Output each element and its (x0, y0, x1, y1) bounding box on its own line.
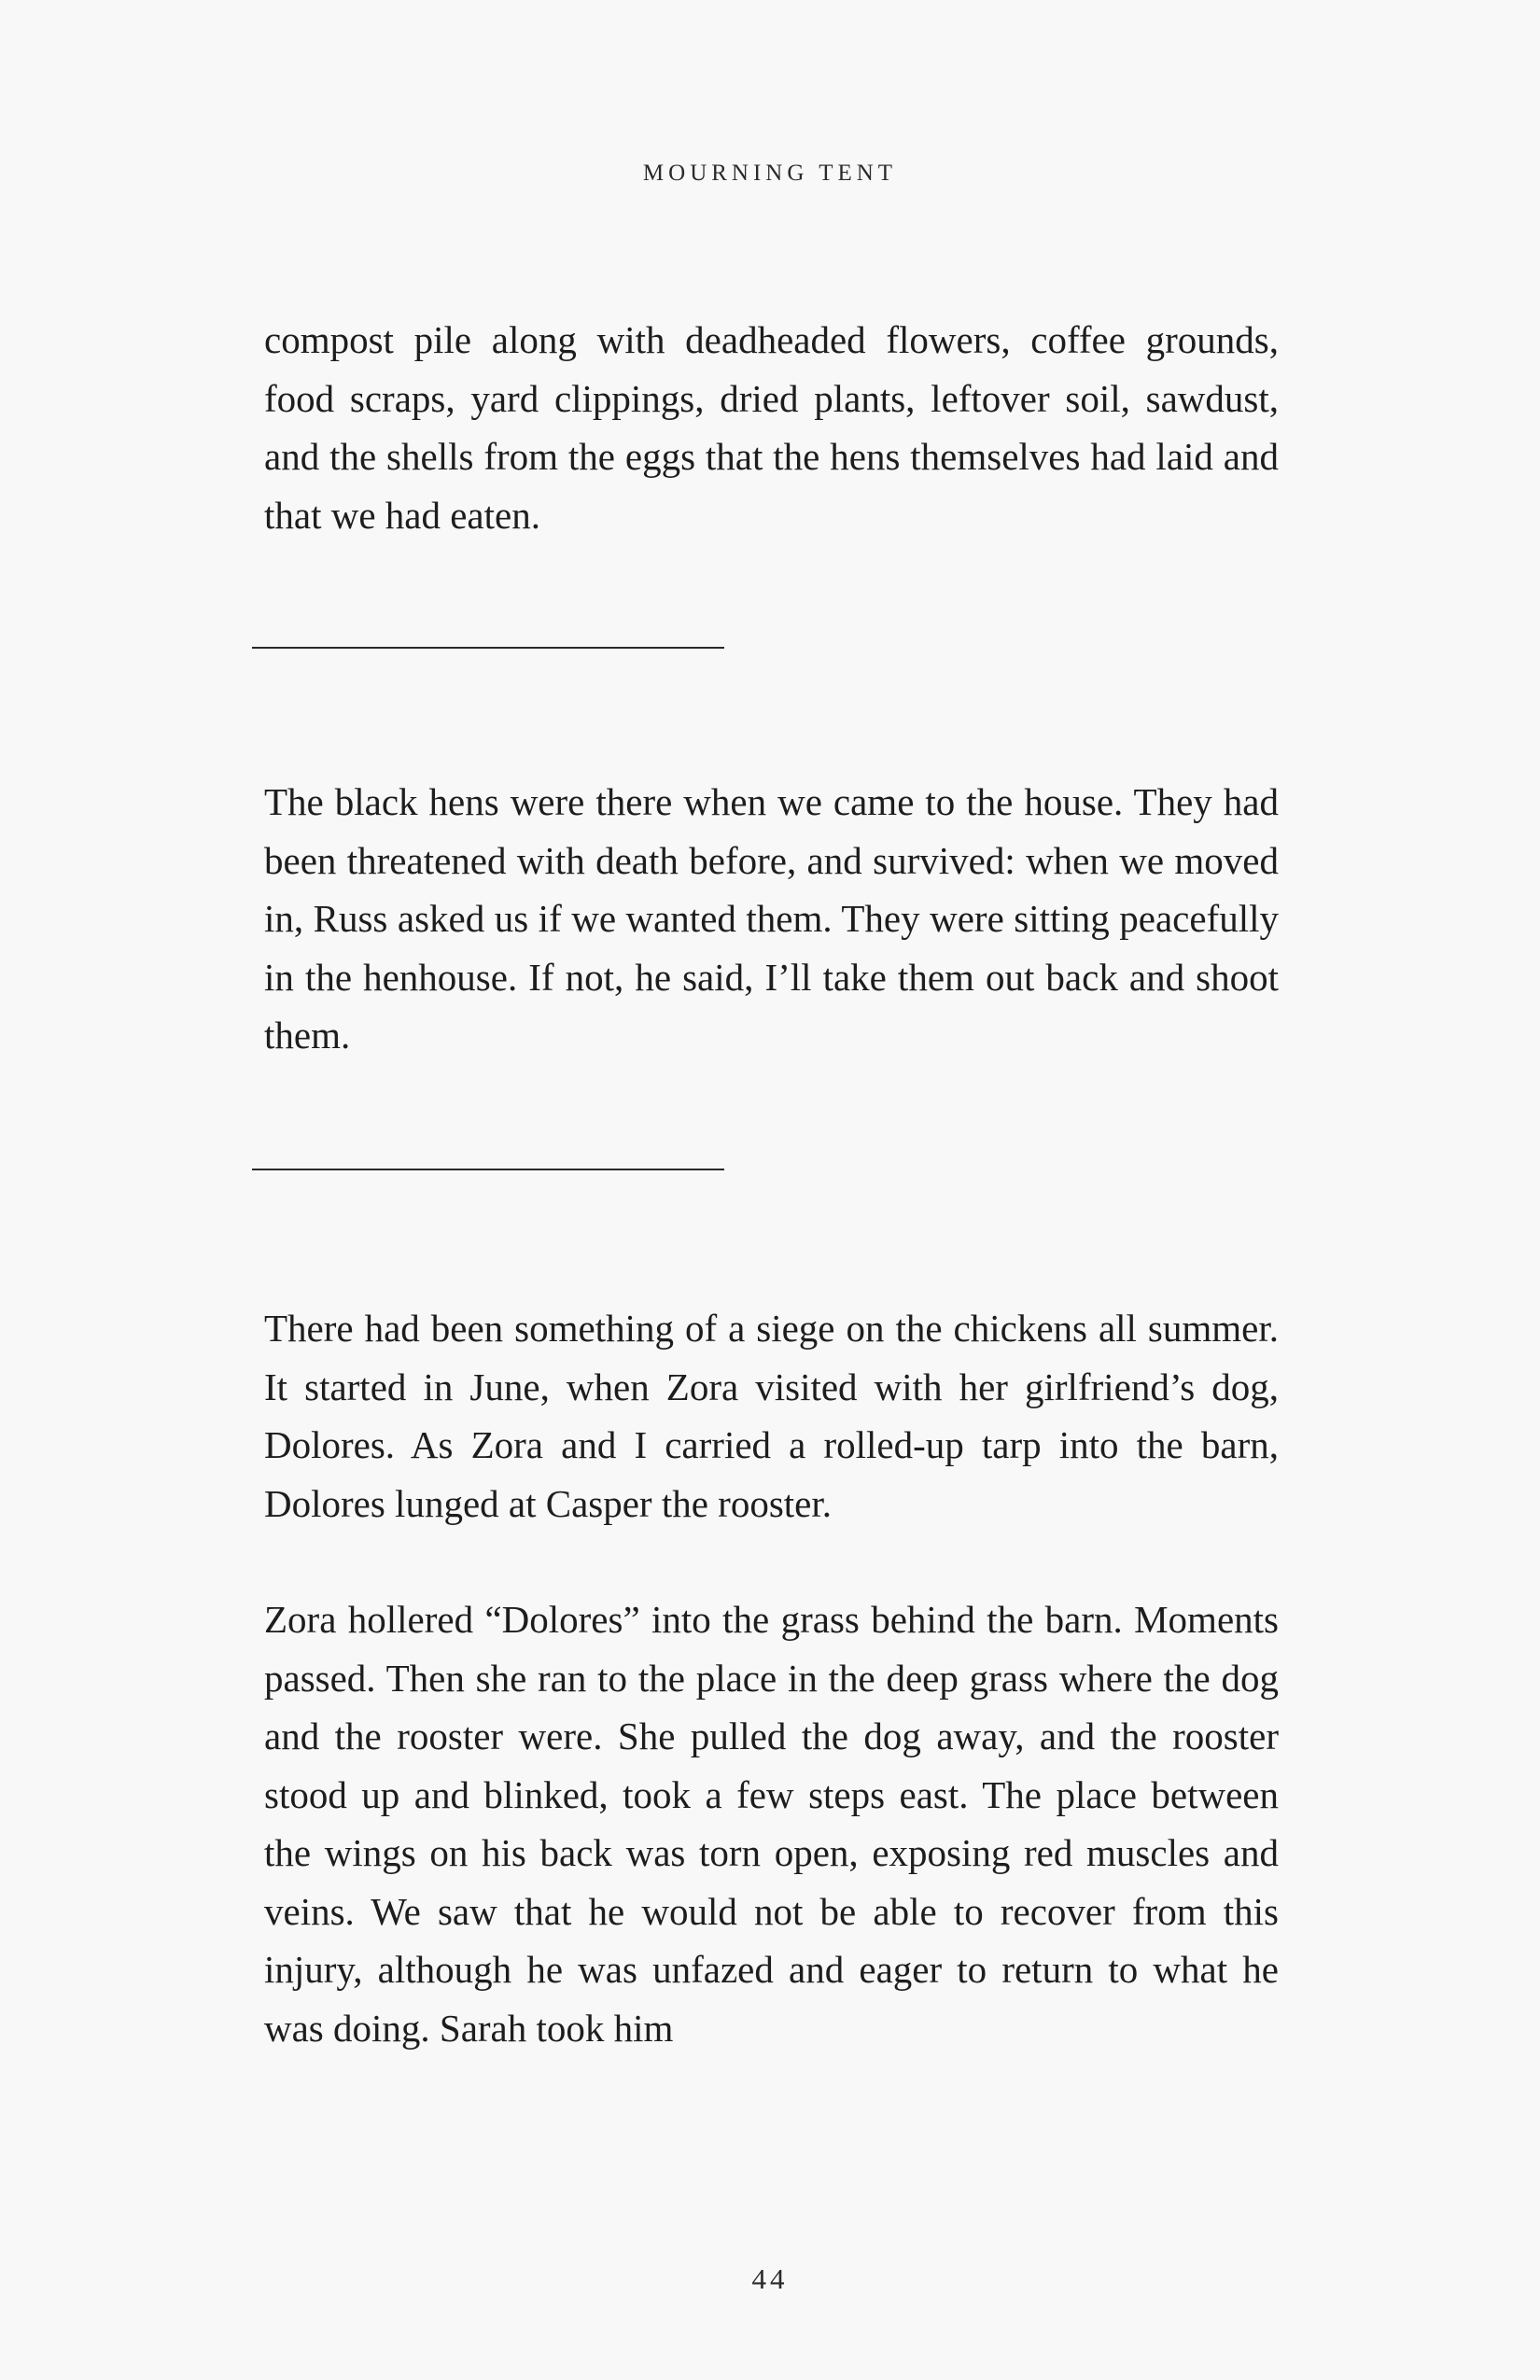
section-divider (252, 647, 724, 649)
page-number: 44 (751, 2262, 789, 2295)
paragraph-siege: There had been something of a siege on the chickens all summer. It started in June, when Zora visited with her girlfriend’s dog, Dolores. As Zora and I carried a rolled-up tarp into the barn, Dolores lunged at Casper the rooster. (264, 1307, 1279, 1525)
running-head: MOURNING TENT (642, 161, 898, 186)
paragraph-zora-hollered: Zora hollered “Dolores” into the grass behind the barn. Moments passed. Then she ran to the place in the deep grass where the dog and the rooster were. She pulled the dog away, and the rooster stood up and blinked, took a few steps east. The place between the wings on his back was torn open, exposing red muscles and veins. We saw that he would not be able to recover from this injury, although he was unfazed and eager to return to what he was doing. Sarah took him (264, 1598, 1279, 2050)
paragraph-black-hens: The black hens were there when we came to the house. They had been threatened with death before, and survived: when we moved in, Russ asked us if we wanted them. They were sitting peacefully in the henhouse. If not, he said, I’ll take them out back and shoot them. (264, 780, 1279, 1057)
paragraph-compost: compost pile along with deadheaded flowers, coffee grounds, food scraps, yard clippings, dried plants, leftover soil, sawdust, and the shells from the eggs that the hens themselves had laid and that we had eaten. (264, 318, 1279, 537)
section-divider (252, 1169, 724, 1170)
